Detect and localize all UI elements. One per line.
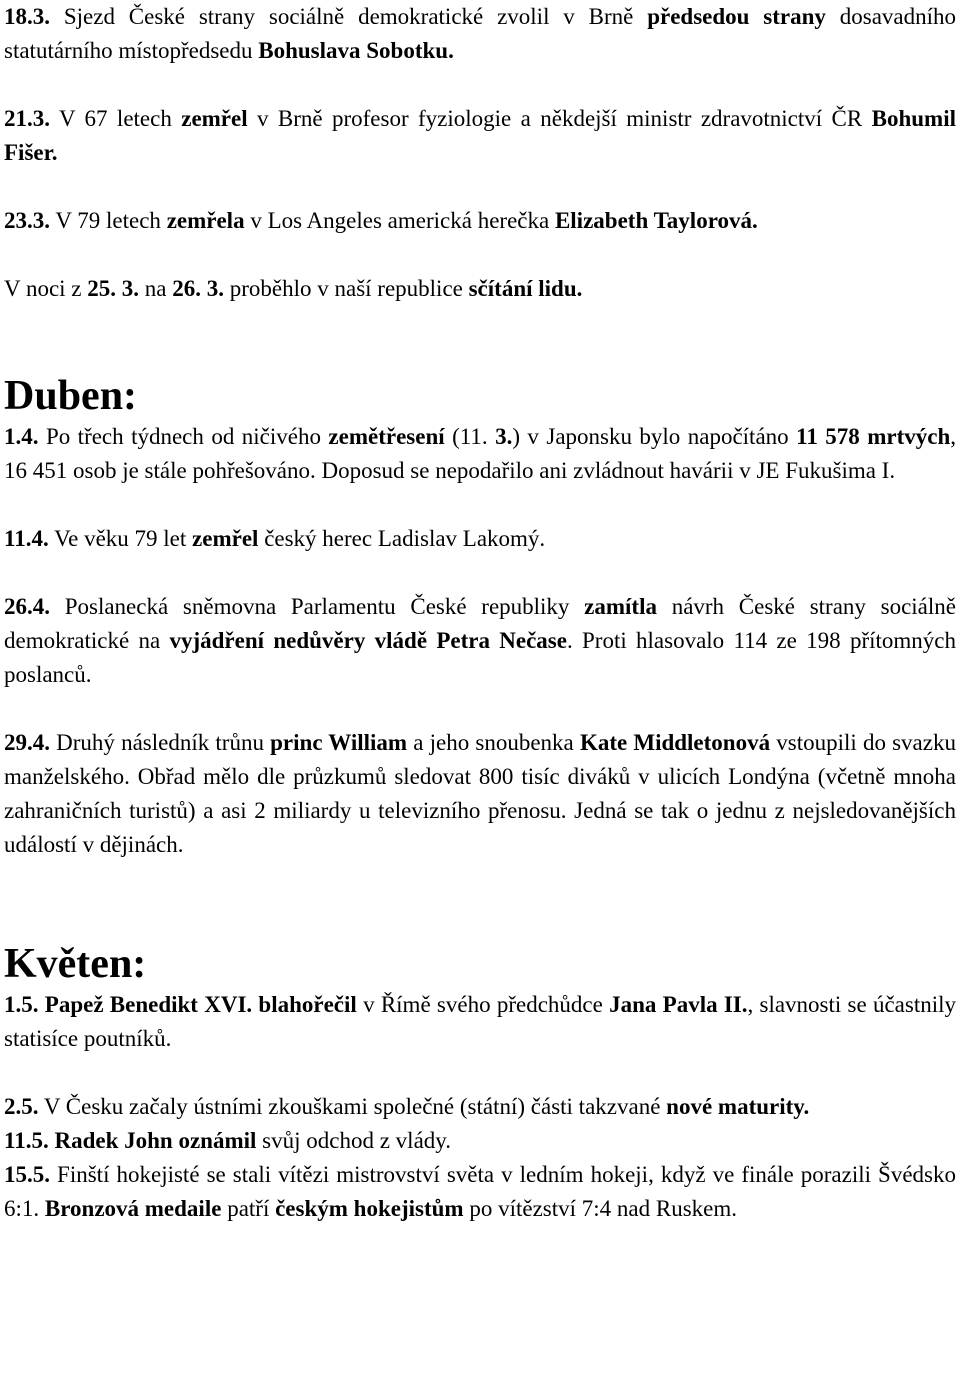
event-text-bold: sčítání lidu.: [468, 276, 583, 301]
event-paragraph: [4, 204, 956, 238]
event-text: svůj odchod z vlády.: [256, 1128, 452, 1153]
event-text: V Česku začaly ústními zkouškami společné (státní) části takzvané: [38, 1094, 667, 1119]
event-text-bold: zemřela: [166, 208, 245, 233]
event-text: v Los Angeles americká herečka: [244, 208, 555, 233]
event-date: 1.4.: [4, 424, 39, 449]
event-text-bold: zemětřesení: [328, 424, 445, 449]
event-text-bold: Papež Benedikt XVI.: [44, 992, 253, 1017]
event-text: V noci z: [4, 276, 88, 301]
event-text: v Římě svého předchůdce: [356, 992, 610, 1017]
event-date: 29.4.: [4, 730, 50, 755]
event-paragraph: [4, 272, 956, 306]
month-heading-may: Květen:: [4, 941, 147, 987]
event-text: dosavadního statutárního místopředsedu: [4, 4, 957, 63]
event-text: ) v Japonsku bylo napočítáno: [512, 424, 797, 449]
event-date: 23.3.: [4, 208, 50, 233]
event-text: na: [139, 276, 173, 301]
event-text-bold: předsedou strany: [647, 4, 826, 29]
event-text: , slavnosti se účastnily statisíce poutníků.: [4, 992, 957, 1051]
event-text-bold: Elizabeth Taylorová.: [554, 208, 758, 233]
event-paragraph: [4, 1090, 956, 1124]
event-text: v Brně profesor fyziologie a někdejší ministr zdravotnictví ČR: [247, 106, 872, 131]
event-text: V 79 letech: [50, 208, 167, 233]
event-date: 15.5.: [4, 1162, 50, 1187]
event-text: a jeho snoubenka: [407, 730, 580, 755]
event-text-bold: vyjádření nedůvěry vládě Petra Nečase: [169, 628, 567, 653]
event-text: Po třech týdnech od ničivého: [38, 424, 329, 449]
event-text: Poslanecká sněmovna Parlamentu České republiky: [50, 594, 585, 619]
event-date: 2.5.: [4, 1094, 39, 1119]
event-text: vstoupili do svazku manželského. Obřad mělo dle průzkumů sledovat 800 tisíc diváků v ulicích Londýna (včetně mnoha zahraničních turistů) a asi 2 miliardy u televizního přenosu. Jedná se tak o jednu z nejsledovanějších událostí v dějinách.: [4, 730, 956, 857]
event-paragraph: [4, 0, 956, 68]
event-date: 11.5.: [4, 1128, 49, 1153]
event-paragraph: [4, 1124, 956, 1158]
event-date: 26.4.: [4, 594, 50, 619]
event-text: Finští hokejisté se stali vítězi mistrovství světa v ledním hokeji, když ve finále porazili Švédsko 6:1.: [4, 1162, 956, 1221]
event-text: proběhlo v naší republice: [223, 276, 469, 301]
event-text-bold: 3.: [495, 424, 513, 449]
event-paragraph: [4, 102, 956, 170]
event-text: , 16 451 osob je stále pohřešováno. Doposud se nepodařilo ani zvládnout havárii v JE Fukušima I.: [4, 424, 957, 483]
event-text-bold: Jana Pavla II.: [609, 992, 748, 1017]
event-text: Sjezd České strany sociálně demokratické zvolil v Brně: [50, 4, 648, 29]
event-text-bold: Radek John oznámil: [54, 1128, 257, 1153]
event-text-bold: Bohumil Fišer.: [4, 106, 956, 165]
event-text: V 67 letech: [50, 106, 182, 131]
event-paragraph: [4, 726, 956, 862]
event-text-bold: 11 578 mrtvých: [796, 424, 951, 449]
event-text-bold: 26. 3.: [172, 276, 224, 301]
event-text: Druhý následník trůnu: [50, 730, 271, 755]
event-text-bold: nové maturity.: [666, 1094, 810, 1119]
event-text-bold: 25. 3.: [87, 276, 140, 301]
event-text-bold: Bohuslava Sobotku.: [258, 38, 454, 63]
event-text-bold: zemřel: [192, 526, 259, 551]
event-text: patří: [221, 1196, 276, 1221]
event-text-bold: Kate Middletonová: [579, 730, 771, 755]
event-date: 1.5.: [4, 992, 39, 1017]
event-paragraph: [4, 988, 956, 1056]
event-text: český herec Ladislav Lakomý.: [258, 526, 546, 551]
event-text-bold: českým hokejistům: [275, 1196, 464, 1221]
month-heading-april: Duben:: [4, 373, 138, 419]
event-text: (11.: [444, 424, 496, 449]
event-paragraph: [4, 590, 956, 692]
document-page: [4, 0, 956, 1226]
event-text: Ve věku 79 let: [48, 526, 193, 551]
event-text: . Proti hlasovalo 114 ze 198 přítomných poslanců.: [4, 628, 956, 687]
event-paragraph: [4, 522, 956, 556]
event-text-bold: zamítla: [584, 594, 657, 619]
event-text-bold: Bronzová medaile: [44, 1196, 222, 1221]
event-text: po vítězství 7:4 nad Ruskem.: [463, 1196, 737, 1221]
event-date: 11.4.: [4, 526, 49, 551]
event-date: 21.3.: [4, 106, 50, 131]
event-text: návrh České strany sociálně demokratické na: [4, 594, 956, 653]
event-text-bold: blahořečil: [258, 992, 357, 1017]
event-date: 18.3.: [4, 4, 50, 29]
event-paragraph: [4, 1158, 956, 1226]
event-text-bold: princ William: [270, 730, 408, 755]
event-paragraph: [4, 420, 956, 488]
event-text-bold: zemřel: [181, 106, 248, 131]
